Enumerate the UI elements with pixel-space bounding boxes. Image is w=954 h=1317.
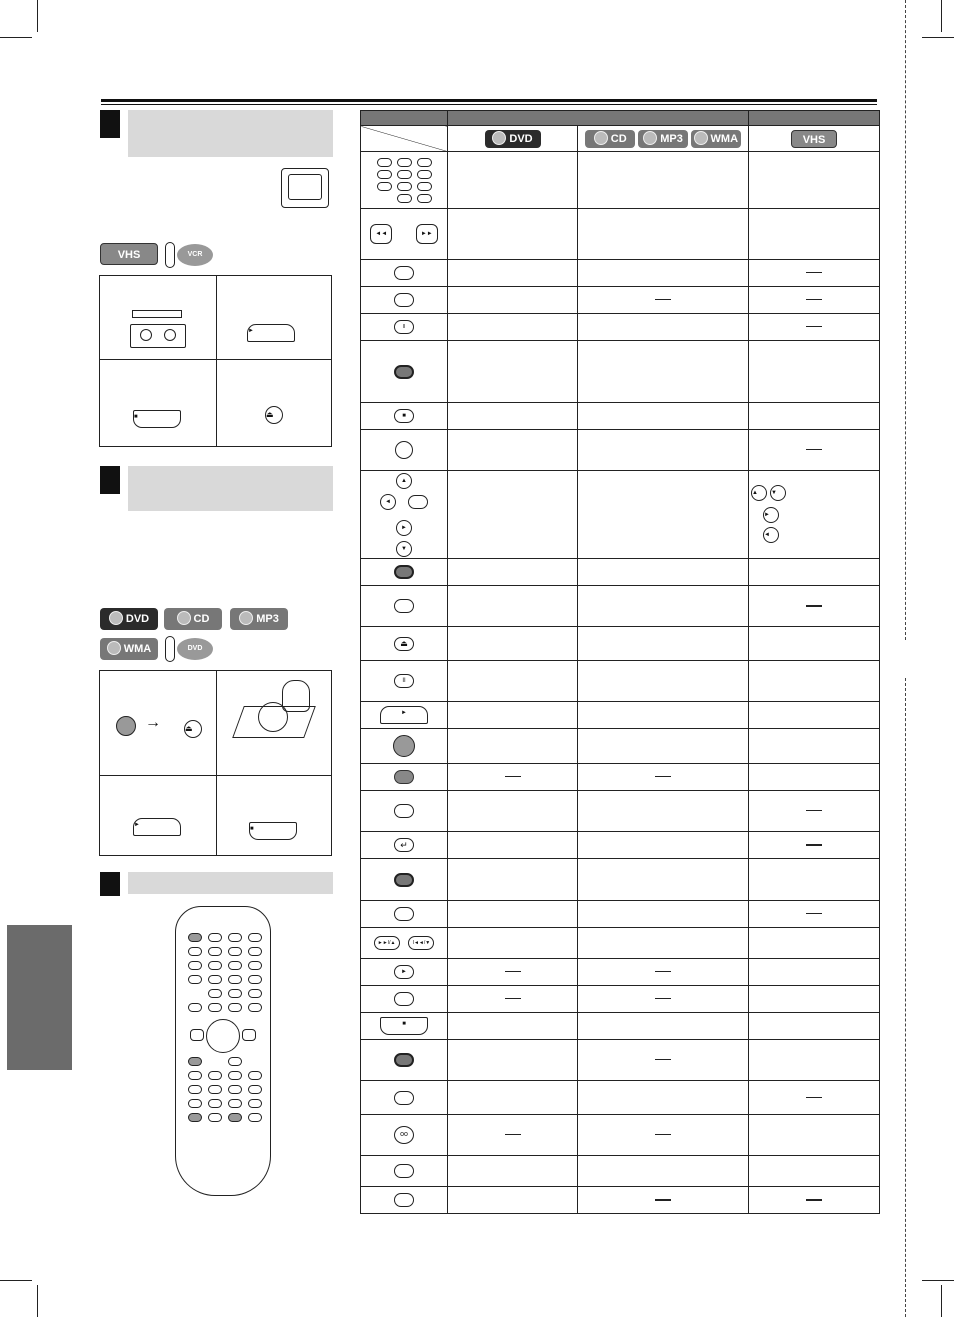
not-applicable-mark	[655, 998, 671, 999]
remote-rew	[190, 1029, 204, 1041]
not-applicable-mark	[806, 449, 822, 450]
number-buttons[interactable]	[377, 158, 432, 203]
crop-mark	[922, 37, 954, 38]
button[interactable]	[394, 565, 414, 579]
button-function-table	[360, 110, 880, 1214]
not-applicable-mark	[655, 1059, 671, 1060]
play-icon: ►	[248, 328, 254, 334]
right-button[interactable]: ►	[396, 520, 412, 536]
section-marker-1	[100, 110, 120, 138]
crop-mark	[0, 1280, 32, 1281]
crop-mark	[0, 37, 32, 38]
not-applicable-mark	[505, 776, 521, 777]
not-applicable-mark	[806, 272, 822, 273]
remote-button-grid	[188, 933, 262, 1012]
divider	[100, 775, 331, 776]
divider	[216, 671, 217, 855]
wma-badge: WMA	[691, 130, 741, 148]
not-applicable-mark	[806, 1097, 822, 1098]
down-button[interactable]: ▼	[770, 485, 786, 501]
stop-button[interactable]	[133, 410, 181, 428]
section-heading-1	[128, 110, 333, 157]
button[interactable]	[394, 293, 414, 307]
insert-disc-illustration	[232, 676, 322, 746]
left-button[interactable]: ◄	[380, 494, 396, 510]
not-applicable-mark	[806, 605, 822, 607]
not-applicable-mark	[655, 1199, 671, 1201]
not-applicable-mark	[505, 971, 521, 972]
skip-back-button[interactable]: I◄◄/▼	[408, 936, 434, 950]
crop-mark	[37, 1285, 38, 1317]
header-rule-thin	[101, 104, 877, 105]
remote-ffw	[242, 1029, 256, 1041]
crop-mark	[37, 0, 38, 32]
button[interactable]: ■	[394, 409, 414, 423]
vcr-dvd-button[interactable]	[394, 1126, 414, 1144]
button[interactable]	[394, 1053, 414, 1067]
eject-button[interactable]	[184, 720, 202, 738]
down-button[interactable]: ▼	[396, 541, 412, 557]
fast-forward-icon: ►►	[420, 231, 433, 237]
section-marker-3	[100, 872, 120, 896]
table-header-cell	[749, 111, 880, 126]
not-applicable-mark	[806, 326, 822, 327]
button[interactable]	[394, 1164, 414, 1178]
arrow-icon: →	[145, 714, 161, 731]
button[interactable]	[394, 873, 414, 887]
button[interactable]	[394, 992, 414, 1006]
button[interactable]	[394, 907, 414, 921]
cut-line	[905, 0, 906, 640]
button[interactable]	[394, 1193, 414, 1207]
not-applicable-mark	[655, 776, 671, 777]
header-rule	[101, 99, 877, 102]
eject-icon: ⏏	[185, 724, 193, 733]
dvd-badge: DVD	[485, 130, 541, 148]
button[interactable]: ►	[394, 965, 414, 979]
up-button[interactable]: ▲	[396, 473, 412, 489]
divider	[100, 359, 331, 360]
button[interactable]	[394, 804, 414, 818]
right-button[interactable]: ►	[763, 507, 779, 523]
stop-button[interactable]	[380, 1017, 428, 1035]
cut-line	[905, 678, 906, 1317]
button[interactable]	[394, 365, 414, 379]
button[interactable]	[394, 770, 414, 784]
not-applicable-mark	[806, 913, 822, 914]
divider	[216, 276, 217, 446]
diagonal-cell	[361, 126, 448, 152]
vcr-dvd-switch-icon: VCR	[165, 242, 215, 268]
pause-icon: II	[402, 678, 406, 684]
stop-icon: ■	[250, 826, 254, 832]
table-header-cell	[448, 111, 749, 126]
eject-icon: ⏏	[400, 638, 408, 648]
remote-dpad	[206, 1019, 240, 1053]
section-heading-2	[128, 466, 333, 511]
pause-button[interactable]	[394, 674, 414, 688]
insert-cassette-illustration	[130, 310, 186, 348]
enter-return-button[interactable]	[394, 838, 414, 852]
not-applicable-mark	[806, 1199, 822, 1201]
crop-mark	[922, 1280, 954, 1281]
rewind-icon: ◄◄	[375, 231, 388, 237]
eject-button[interactable]	[265, 406, 283, 424]
stop-icon: ■	[134, 414, 138, 420]
vcr-dvd-switch-icon: DVD	[165, 636, 215, 662]
eject-icon: ⏏	[266, 410, 274, 419]
crop-mark	[941, 0, 942, 32]
play-button[interactable]	[133, 818, 181, 836]
vcr-dvd-switch-icon: oo	[400, 1131, 408, 1138]
stop-icon: ■	[402, 1021, 406, 1027]
eject-button[interactable]	[394, 637, 414, 651]
button[interactable]	[394, 599, 414, 613]
not-applicable-mark	[505, 998, 521, 999]
table-header-cell	[361, 111, 448, 126]
ffw-button[interactable]	[416, 224, 438, 244]
cd-badge: CD	[585, 130, 635, 148]
left-button[interactable]: ◄	[763, 527, 779, 543]
cd-badge: CD	[164, 608, 222, 630]
not-applicable-mark	[806, 810, 822, 811]
enter-button[interactable]	[408, 495, 428, 509]
tv-icon	[281, 168, 329, 208]
skip-forward-button[interactable]: ►►I/▲	[374, 936, 400, 950]
not-applicable-mark	[505, 1134, 521, 1135]
remote-control-illustration	[175, 906, 271, 1196]
vhs-badge: VHS	[100, 243, 158, 265]
mp3-badge: MP3	[230, 608, 288, 630]
play-button[interactable]	[247, 324, 295, 342]
open-close-button[interactable]	[116, 716, 136, 736]
button[interactable]	[394, 266, 414, 280]
enter-return-icon: ↵	[400, 840, 408, 850]
not-applicable-mark	[655, 971, 671, 972]
button[interactable]	[394, 1091, 414, 1105]
section-heading-3	[128, 872, 333, 894]
section-marker-2	[100, 466, 120, 494]
mp3-badge: MP3	[638, 130, 688, 148]
stop-button[interactable]	[249, 822, 297, 840]
not-applicable-mark	[655, 1134, 671, 1135]
up-button[interactable]: ▲	[751, 485, 767, 501]
wma-badge: WMA	[100, 638, 158, 660]
rew-button[interactable]	[370, 224, 392, 244]
open-close-button[interactable]	[393, 735, 415, 757]
play-icon: ►	[401, 710, 407, 716]
button[interactable]: II	[394, 320, 414, 334]
crop-mark	[941, 1285, 942, 1317]
button[interactable]	[395, 441, 413, 459]
not-applicable-mark	[655, 299, 671, 300]
dvd-badge: DVD	[100, 608, 158, 630]
play-button[interactable]	[380, 706, 428, 724]
not-applicable-mark	[806, 844, 822, 846]
side-tab	[7, 925, 72, 1070]
vhs-badge: VHS	[791, 130, 837, 148]
play-icon: ►	[134, 822, 140, 828]
not-applicable-mark	[806, 299, 822, 300]
remote-button-grid-lower	[188, 1057, 262, 1122]
